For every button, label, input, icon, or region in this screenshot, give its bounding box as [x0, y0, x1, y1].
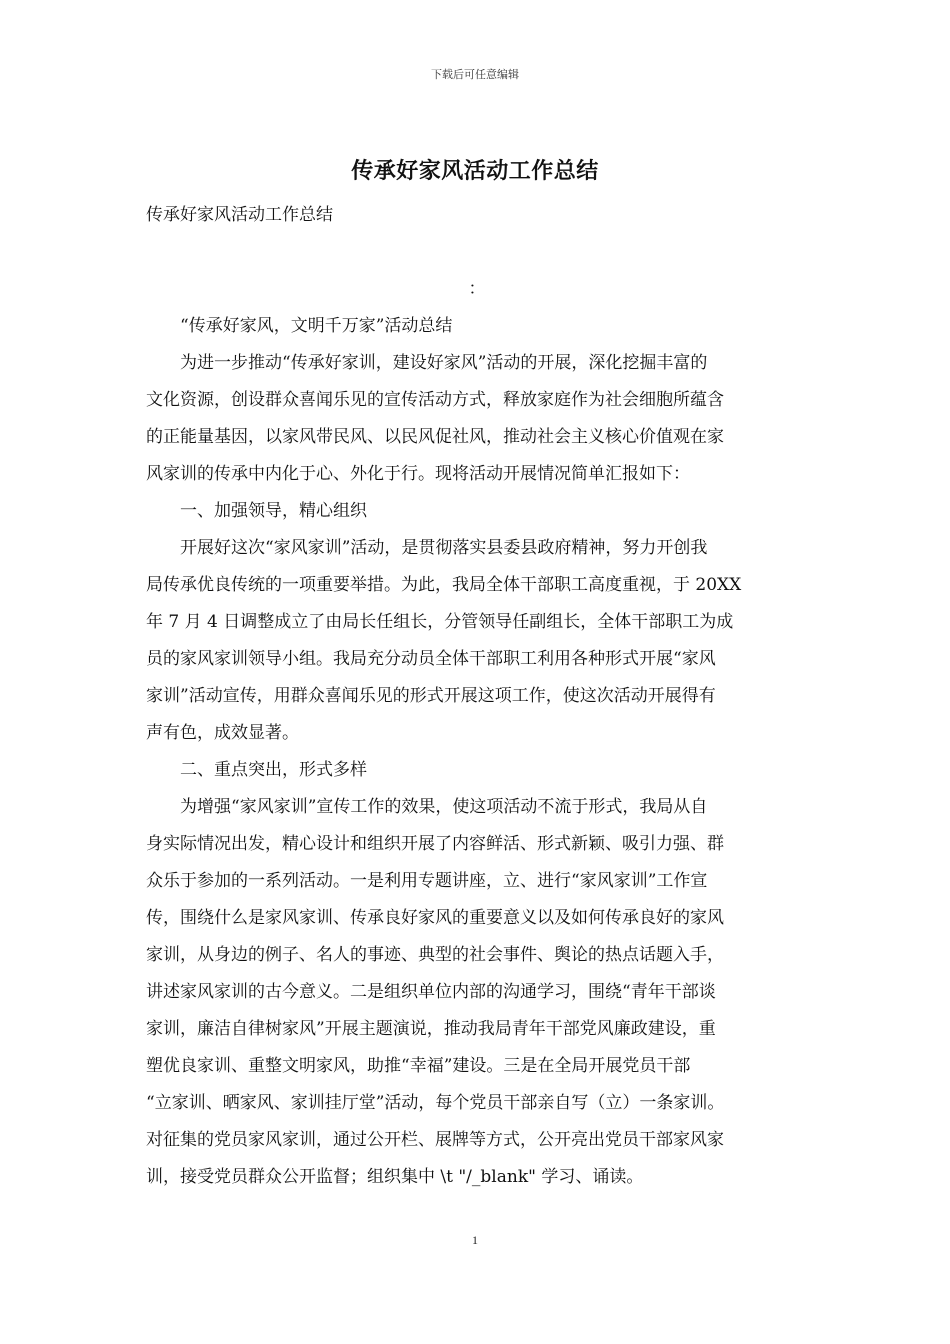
colon-line: ：	[468, 279, 486, 299]
paragraph-line: 讲述家风家训的古今意义。二是组织单位内部的沟通学习，围绕“青年干部谈	[146, 982, 716, 1002]
paragraph-line: 众乐于参加的一系列活动。一是利用专题讲座，立、进行“家风家训”工作宣	[146, 871, 708, 891]
paragraph-1	[146, 308, 808, 345]
paragraph-line: 局传承优良传统的一项重要举措。为此，我局全体干部职工高度重视，于 20XX	[146, 575, 742, 595]
document-body	[146, 197, 808, 1196]
paragraph-line: “立家训、晒家风、家训挂厅堂”活动，每个党员干部亲自写（立）一条家训。	[146, 1093, 725, 1113]
paragraph-line: 家训”活动宣传，用群众喜闻乐见的形式开展这项工作，使这次活动开展得有	[146, 686, 716, 706]
paragraph-3	[146, 530, 808, 752]
paragraph-line: 身实际情况出发，精心设计和组织开展了内容鲜活、形式新颖、吸引力强、群	[146, 834, 724, 854]
paragraph-4	[146, 789, 808, 1196]
paragraph-line: 风家训的传承中内化于心、外化于行。现将活动开展情况简单汇报如下：	[146, 464, 690, 484]
paragraph-line: 开展好这次“家风家训”活动，是贯彻落实县委县政府精神，努力开创我	[180, 538, 708, 558]
paragraph-line: 一、加强领导，精心组织	[180, 501, 367, 521]
paragraph-line: “传承好家风，文明千万家”活动总结	[180, 316, 453, 336]
paragraph-line: 文化资源，创设群众喜闻乐见的宣传活动方式，释放家庭作为社会细胞所蕴含	[146, 390, 724, 410]
paragraph-line: 声有色，成效显著。	[146, 723, 299, 743]
paragraph-line: 为增强“家风家训”宣传工作的效果，使这项活动不流于形式，我局从自	[180, 797, 708, 817]
paragraph-line: 员的家风家训领导小组。我局充分动员全体干部职工利用各种形式开展“家风	[146, 649, 716, 669]
paragraph-line: 的正能量基因，以家风带民风、以民风促社风，推动社会主义核心价值观在家	[146, 427, 724, 447]
paragraph-line: 训，接受党员群众公开监督；组织集中 \t "/_blank" 学习、诵读。	[146, 1167, 644, 1187]
document-subtitle: 传承好家风活动工作总结	[146, 205, 333, 225]
paragraph-line: 年 7 月 4 日调整成立了由局长任组长，分管领导任副组长，全体干部职工为成	[146, 612, 734, 632]
document-title: 传承好家风活动工作总结	[351, 159, 599, 184]
paragraph-line: 塑优良家训、重整文明家风，助推“幸福”建设。三是在全局开展党员干部	[146, 1056, 691, 1076]
paragraph-line: 二、重点突出，形式多样	[180, 760, 367, 780]
header-note: 下载后可任意编辑	[431, 68, 519, 81]
paragraph-line: 家训，从身边的例子、名人的事迹、典型的社会事件、舆论的热点话题入手，	[146, 945, 724, 965]
paragraph-line: 为进一步推动“传承好家训，建设好家风”活动的开展，深化挖掘丰富的	[180, 353, 708, 373]
paragraph-line: 传，围绕什么是家风家训、传承良好家风的重要意义以及如何传承良好的家风	[146, 908, 724, 928]
paragraph-line: 家训，廉洁自律树家风”开展主题演说，推动我局青年干部党风廉政建设，重	[146, 1019, 716, 1039]
section-heading-2	[146, 752, 808, 789]
page-number: 1	[472, 1233, 478, 1247]
paragraph-line: 对征集的党员家风家训，通过公开栏、展牌等方式，公开亮出党员干部家风家	[146, 1130, 724, 1150]
section-heading-1	[146, 493, 808, 530]
paragraph-2	[146, 345, 808, 493]
